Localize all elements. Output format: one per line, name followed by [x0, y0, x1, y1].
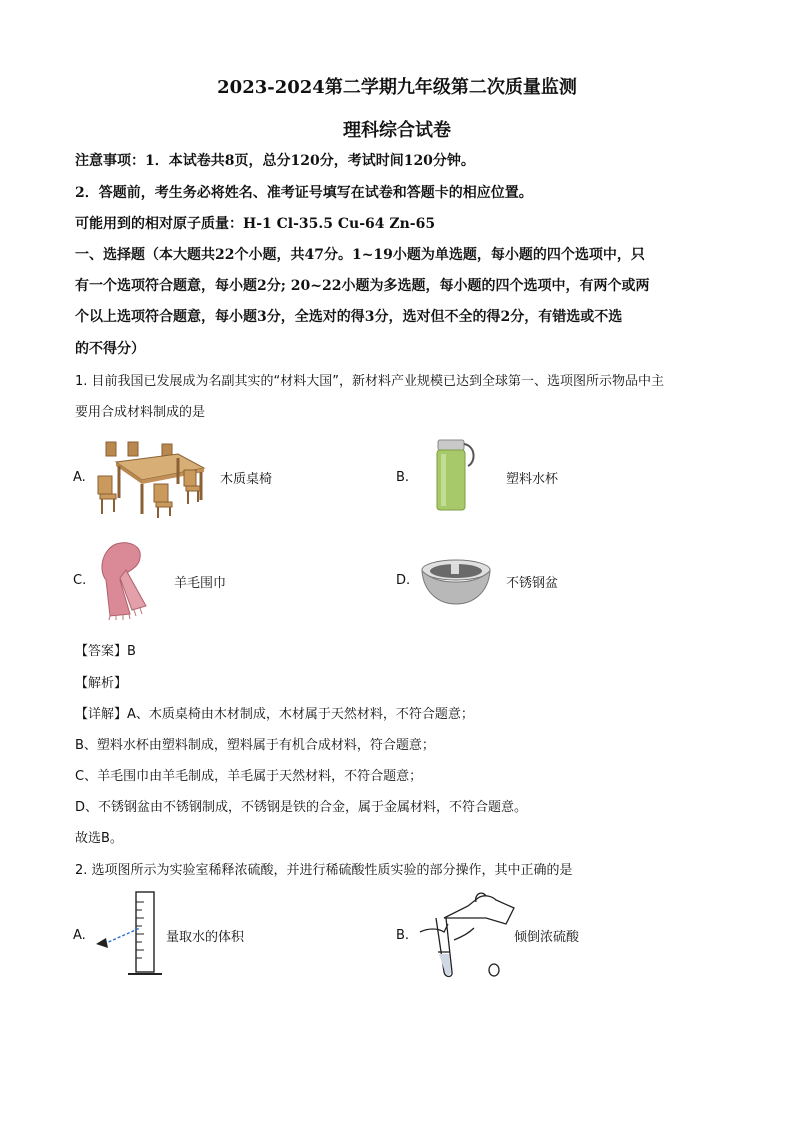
analysis-tag: 【解析】 [75, 676, 128, 691]
q1-stem-line-2: 要用合成材料制成的是 [75, 405, 206, 420]
answer-value: B [127, 644, 136, 659]
graduated-cylinder-image [92, 890, 164, 980]
wooden-furniture-image [98, 440, 208, 518]
q2-option-b-label: 倾倒浓硫酸 [514, 930, 580, 945]
q2-option-b-letter: B. [396, 928, 410, 943]
q2-option-a-label: 量取水的体积 [166, 930, 245, 945]
section1-line-3: 个以上选项符合题意，每小题3分，全选对的得3分，选对但不全的得2分，有错选或不选 [75, 309, 623, 325]
page-subtitle: 理科综合试卷 [343, 120, 451, 141]
q1-stem-line-1: 1. 目前我国已发展成为名副其实的“材料大国”，新材料产业规模已达到全球第一、选项图所示物品中主 [75, 374, 665, 389]
page-title: 2023-2024第二学期九年级第二次质量监测 [217, 77, 577, 98]
section1-line-1: 一、选择题（本大题共22个小题，共47分。1~19小题为单选题，每小题的四个选项中，只 [75, 247, 645, 263]
detail-line-1 [75, 703, 474, 722]
pouring-acid-image [418, 888, 518, 980]
q1-option-a-letter: A. [73, 470, 86, 485]
detail-line-2: B、塑料水杯由塑料制成，塑料属于有机合成材料，符合题意； [75, 738, 435, 753]
q1-option-b-label: 塑料水杯 [506, 472, 559, 487]
q1-option-d-letter: D. [396, 573, 411, 588]
q1-option-b-letter: B. [396, 470, 410, 485]
detail-tag: 【详解】 [75, 707, 128, 722]
answer-line [75, 640, 136, 659]
wool-scarf-image [96, 540, 156, 620]
q1-option-a-label: 木质桌椅 [220, 472, 273, 487]
plastic-cup-image [428, 440, 480, 512]
conclusion-line: 故选B。 [75, 831, 123, 846]
section1-line-2: 有一个选项符合题意，每小题2分; 20~22小题为多选题，每小题的四个选项中，有两个或两 [75, 278, 650, 294]
notes-line-2: 2．答题前，考生务必将姓名、准考证号填写在试卷和答题卡的相应位置。 [75, 185, 533, 201]
q2-stem: 2. 选项图所示为实验室稀释浓硫酸，并进行稀硫酸性质实验的部分操作，其中正确的是 [75, 863, 573, 878]
atomic-mass-line: 可能用到的相对原子质量：H-1 Cl-35.5 Cu-64 Zn-65 [75, 216, 436, 232]
steel-bowl-image [420, 558, 492, 606]
section1-line-4: 的不得分） [75, 341, 145, 357]
detail-line-4: D、不锈钢盆由不锈钢制成，不锈钢是铁的合金，属于金属材料，不符合题意。 [75, 800, 528, 815]
answer-tag: 【答案】 [75, 644, 128, 659]
q1-option-d-label: 不锈钢盆 [506, 576, 559, 591]
detail-text-a: A、木质桌椅由木材制成，木材属于天然材料，不符合题意； [127, 707, 474, 722]
q1-option-c-label: 羊毛围巾 [174, 576, 227, 591]
q2-option-a-letter: A. [73, 928, 86, 943]
notes-line-1: 注意事项：1．本试卷共8页，总分120分，考试时间120分钟。 [75, 153, 475, 169]
detail-line-3: C、羊毛围巾由羊毛制成，羊毛属于天然材料，不符合题意； [75, 769, 423, 784]
q1-option-c-letter: C. [73, 573, 87, 588]
